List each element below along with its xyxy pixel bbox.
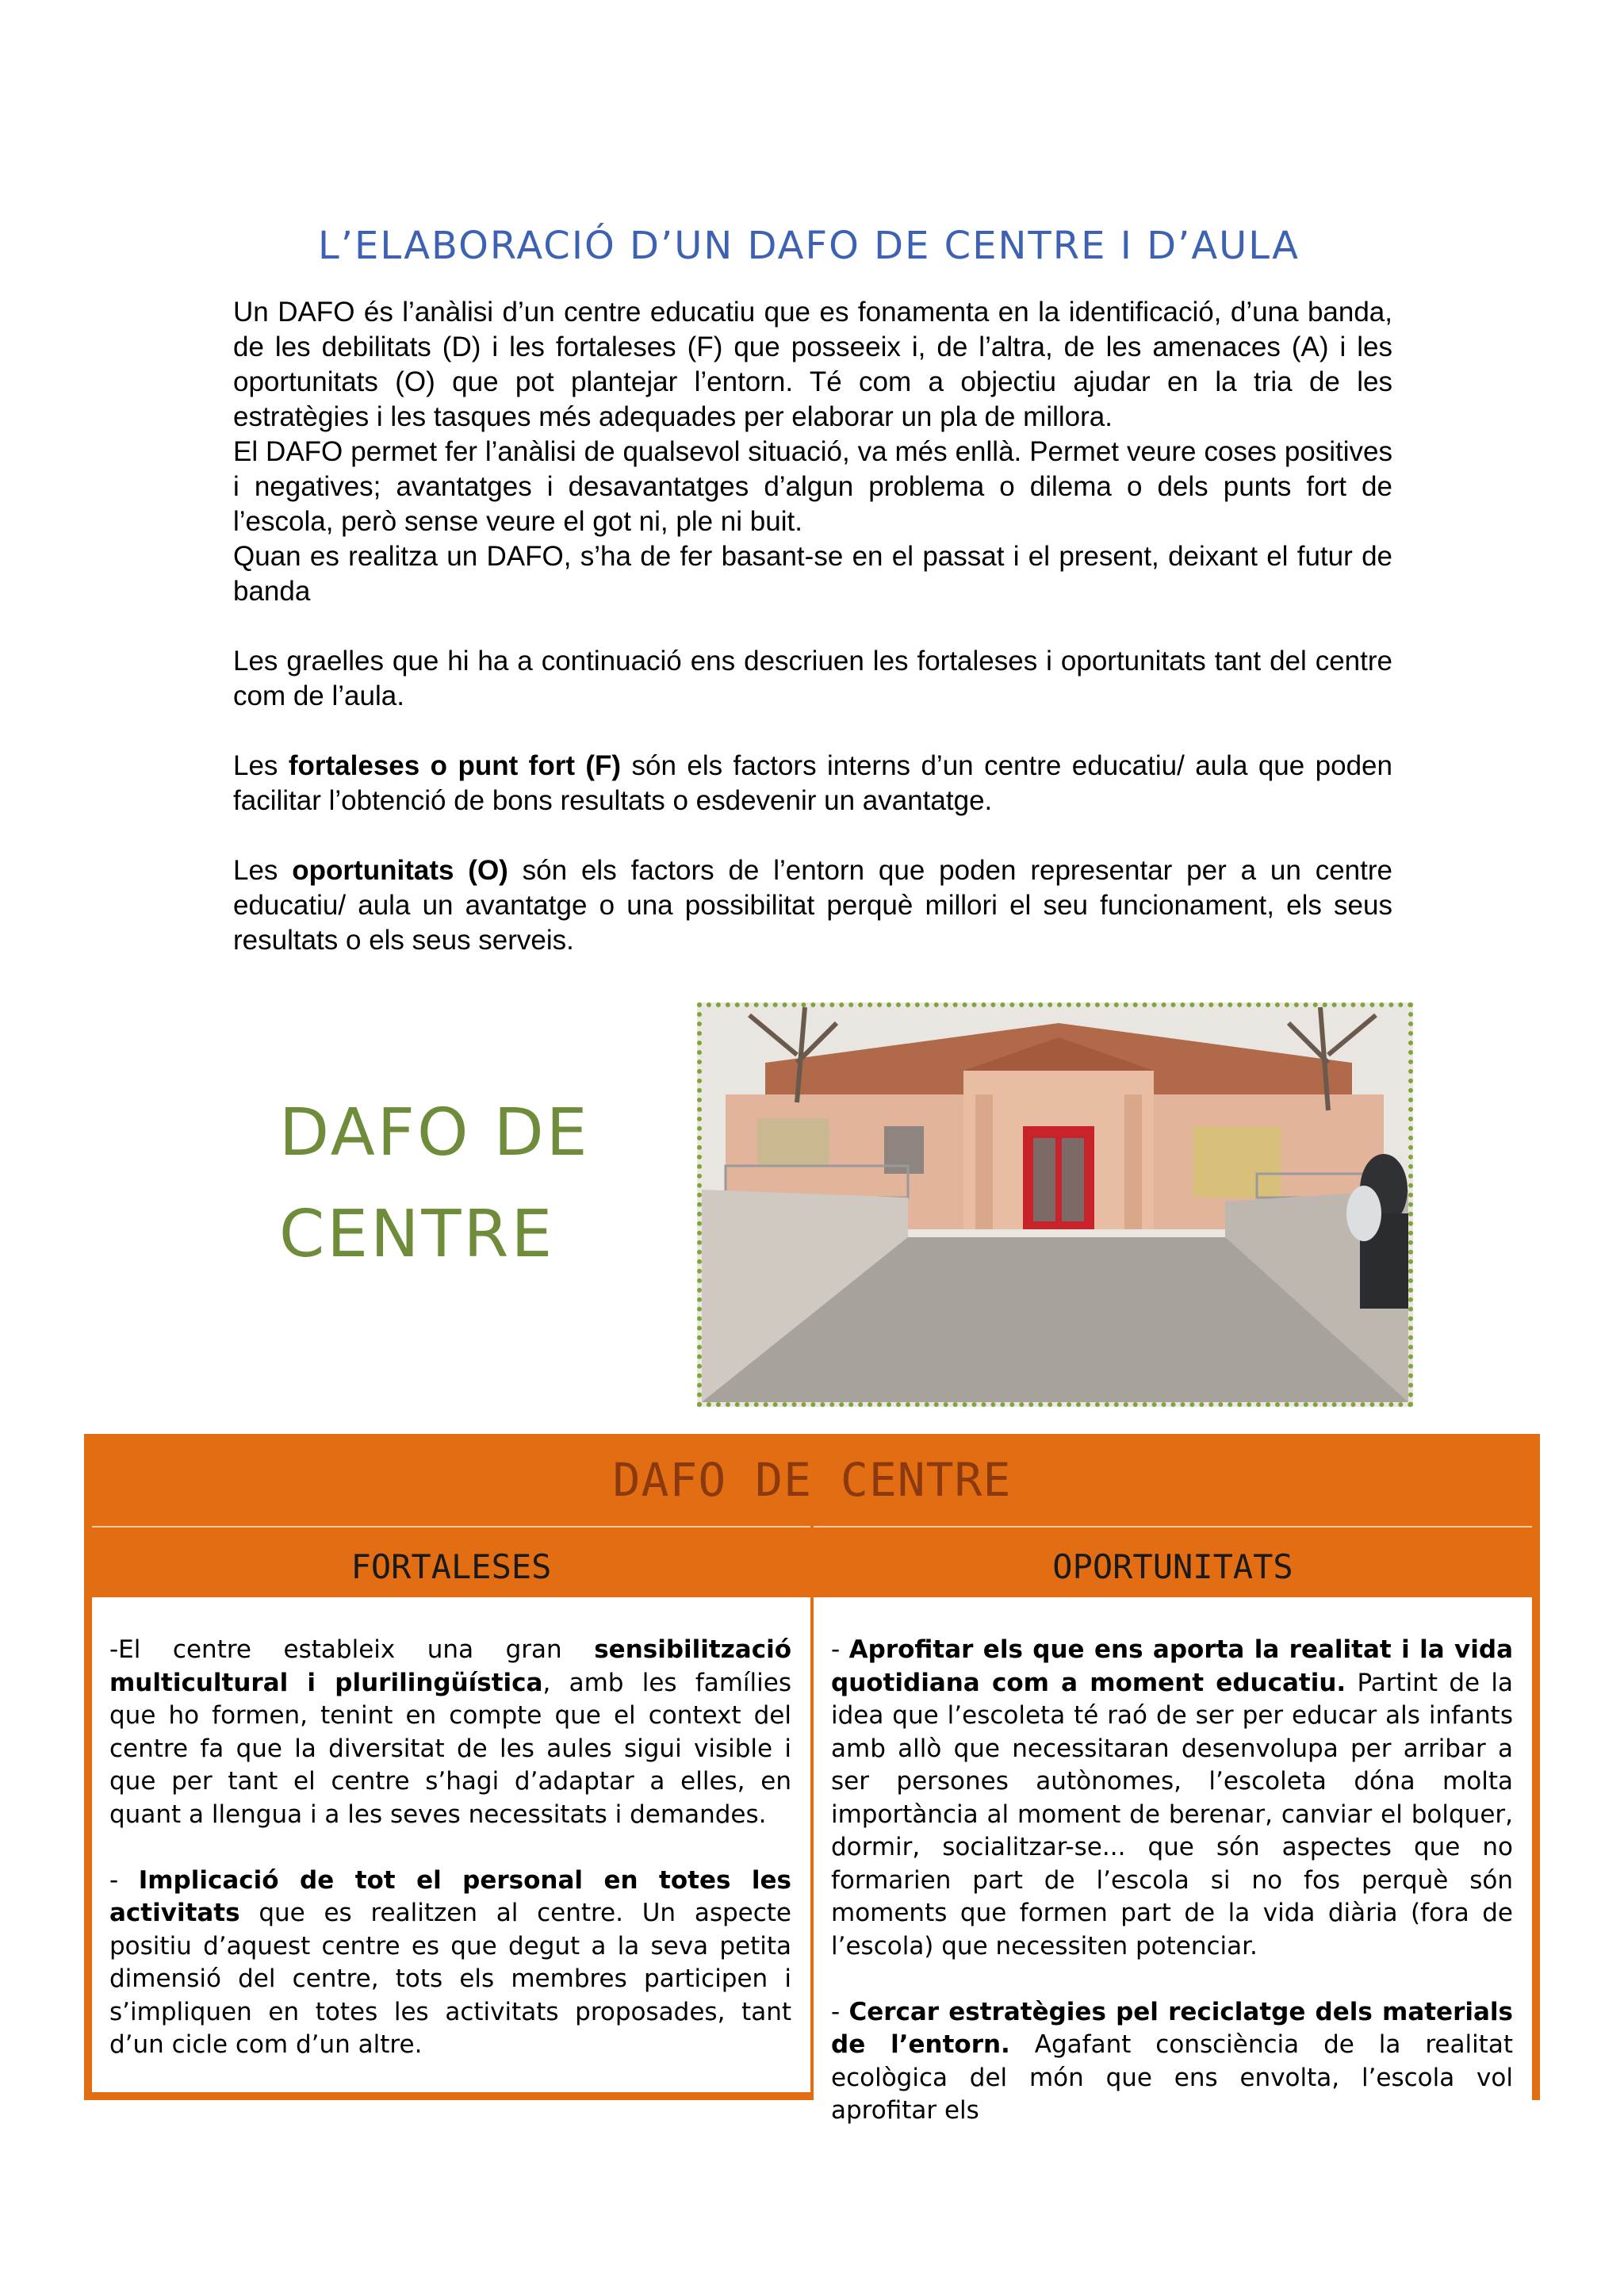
list-item: - Implicació de tot el personal en totes les activitats que es realitzen al centre. Un aspecte positiu d’aquest centre es que degut a la seva petita dimensió del centre, tots els membres participen i s’impliquen en totes les activitats proposades, tant d’un cicle com d’un altre.: [109, 1865, 791, 2059]
intro-paragraph: Un DAFO és l’anàlisi d’un centre educatiu que es fonamenta en la identificació, d’una banda, de les debilitats (D) i les fortaleses (F) que posseeix i, de l’altra, de les amenaces (A) i les oportunitats (O) que pot plantejar l’entorn. Té com a objectiu ajudar en la tria de les estratègies i les tasques més adequades per elaborar un pla de millora.: [233, 297, 1392, 432]
intro-paragraph: El DAFO permet fer l’anàlisi de qualsevol situació, va més enllà. Permet veure coses positives i negatives; avantatges i desavantatges d’algun problema o dilema o dels punts fort de l’escola, però sense veure el got ni, ple ni buit.: [233, 436, 1392, 537]
section-label: DAFO DE CENTRE: [279, 1095, 590, 1272]
fortaleses-header: FORTALESES: [92, 1526, 810, 1597]
oportunitats-header: OPORTUNITATS: [814, 1526, 1532, 1597]
intro-paragraph: Quan es realitza un DAFO, s’ha de fer basant-se en el passat i el present, deixant el futur de banda: [233, 541, 1392, 607]
fortaleses-definition: Les fortaleses o punt fort (F) són els factors interns d’un centre educatiu/ aula que poden facilitar l’obtenció de bons resultats o esdevenir un avantatge.: [233, 750, 1392, 816]
intro-paragraph: Les graelles que hi ha a continuació ens descriuen les fortaleses i oportunitats tant del centre com de l’aula.: [233, 646, 1392, 711]
school-building-photo: [697, 1002, 1413, 1407]
table-title: DAFO DE CENTRE: [612, 1453, 1012, 1507]
dafo-table: [84, 1434, 1540, 2125]
page-title: L’ELABORACIÓ D’UN DAFO DE CENTRE I D’AULA: [318, 224, 1300, 269]
oportunitats-content: [814, 1597, 1532, 2128]
list-item: - Aprofitar els que ens aporta la realitat i la vida quotidiana com a moment educatiu. Partint de la idea que l’escoleta té raó de ser per educar als infants amb allò que necessitaran desenvolupa per arribar a ser persones autònomes, l’escoleta dóna molta importància al moment de berenar, canviar el bolquer, dormir, socialitzar-se... que són aspectes que no formarien part de l’escola si no fos perquè són moments que formen part de la vida diària (fora de l’escola) que necessiten potenciar.: [831, 1635, 1513, 1961]
oportunitats-definition: Les oportunitats (O) són els factors de l’entorn que poden representar per a un centre educatiu/ aula un avantatge o una possibilitat perquè millori el seu funcionament, els seus resultats o els seus serveis.: [233, 855, 1392, 956]
list-item: - Cercar estratègies pel reciclatge dels materials de l’entorn. Agafant consciència de la realitat ecològica del món que ens envolta, l’escola vol aprofitar els: [831, 1997, 1513, 2125]
fortaleses-column: [92, 1526, 810, 2092]
intro-text: [233, 295, 1392, 958]
list-item: -El centre estableix una gran sensibilització multicultural i plurilingüística, amb les famílies que ho formen, tenint en compte que el context del centre fa que la diversitat de les aules sigui visible i que per tant el centre s’hagi d’adaptar a elles, en quant a llengua i a les seves necessitats i demandes.: [109, 1635, 791, 1829]
oportunitats-column: [814, 1526, 1532, 2125]
fortaleses-content: [92, 1597, 810, 2092]
